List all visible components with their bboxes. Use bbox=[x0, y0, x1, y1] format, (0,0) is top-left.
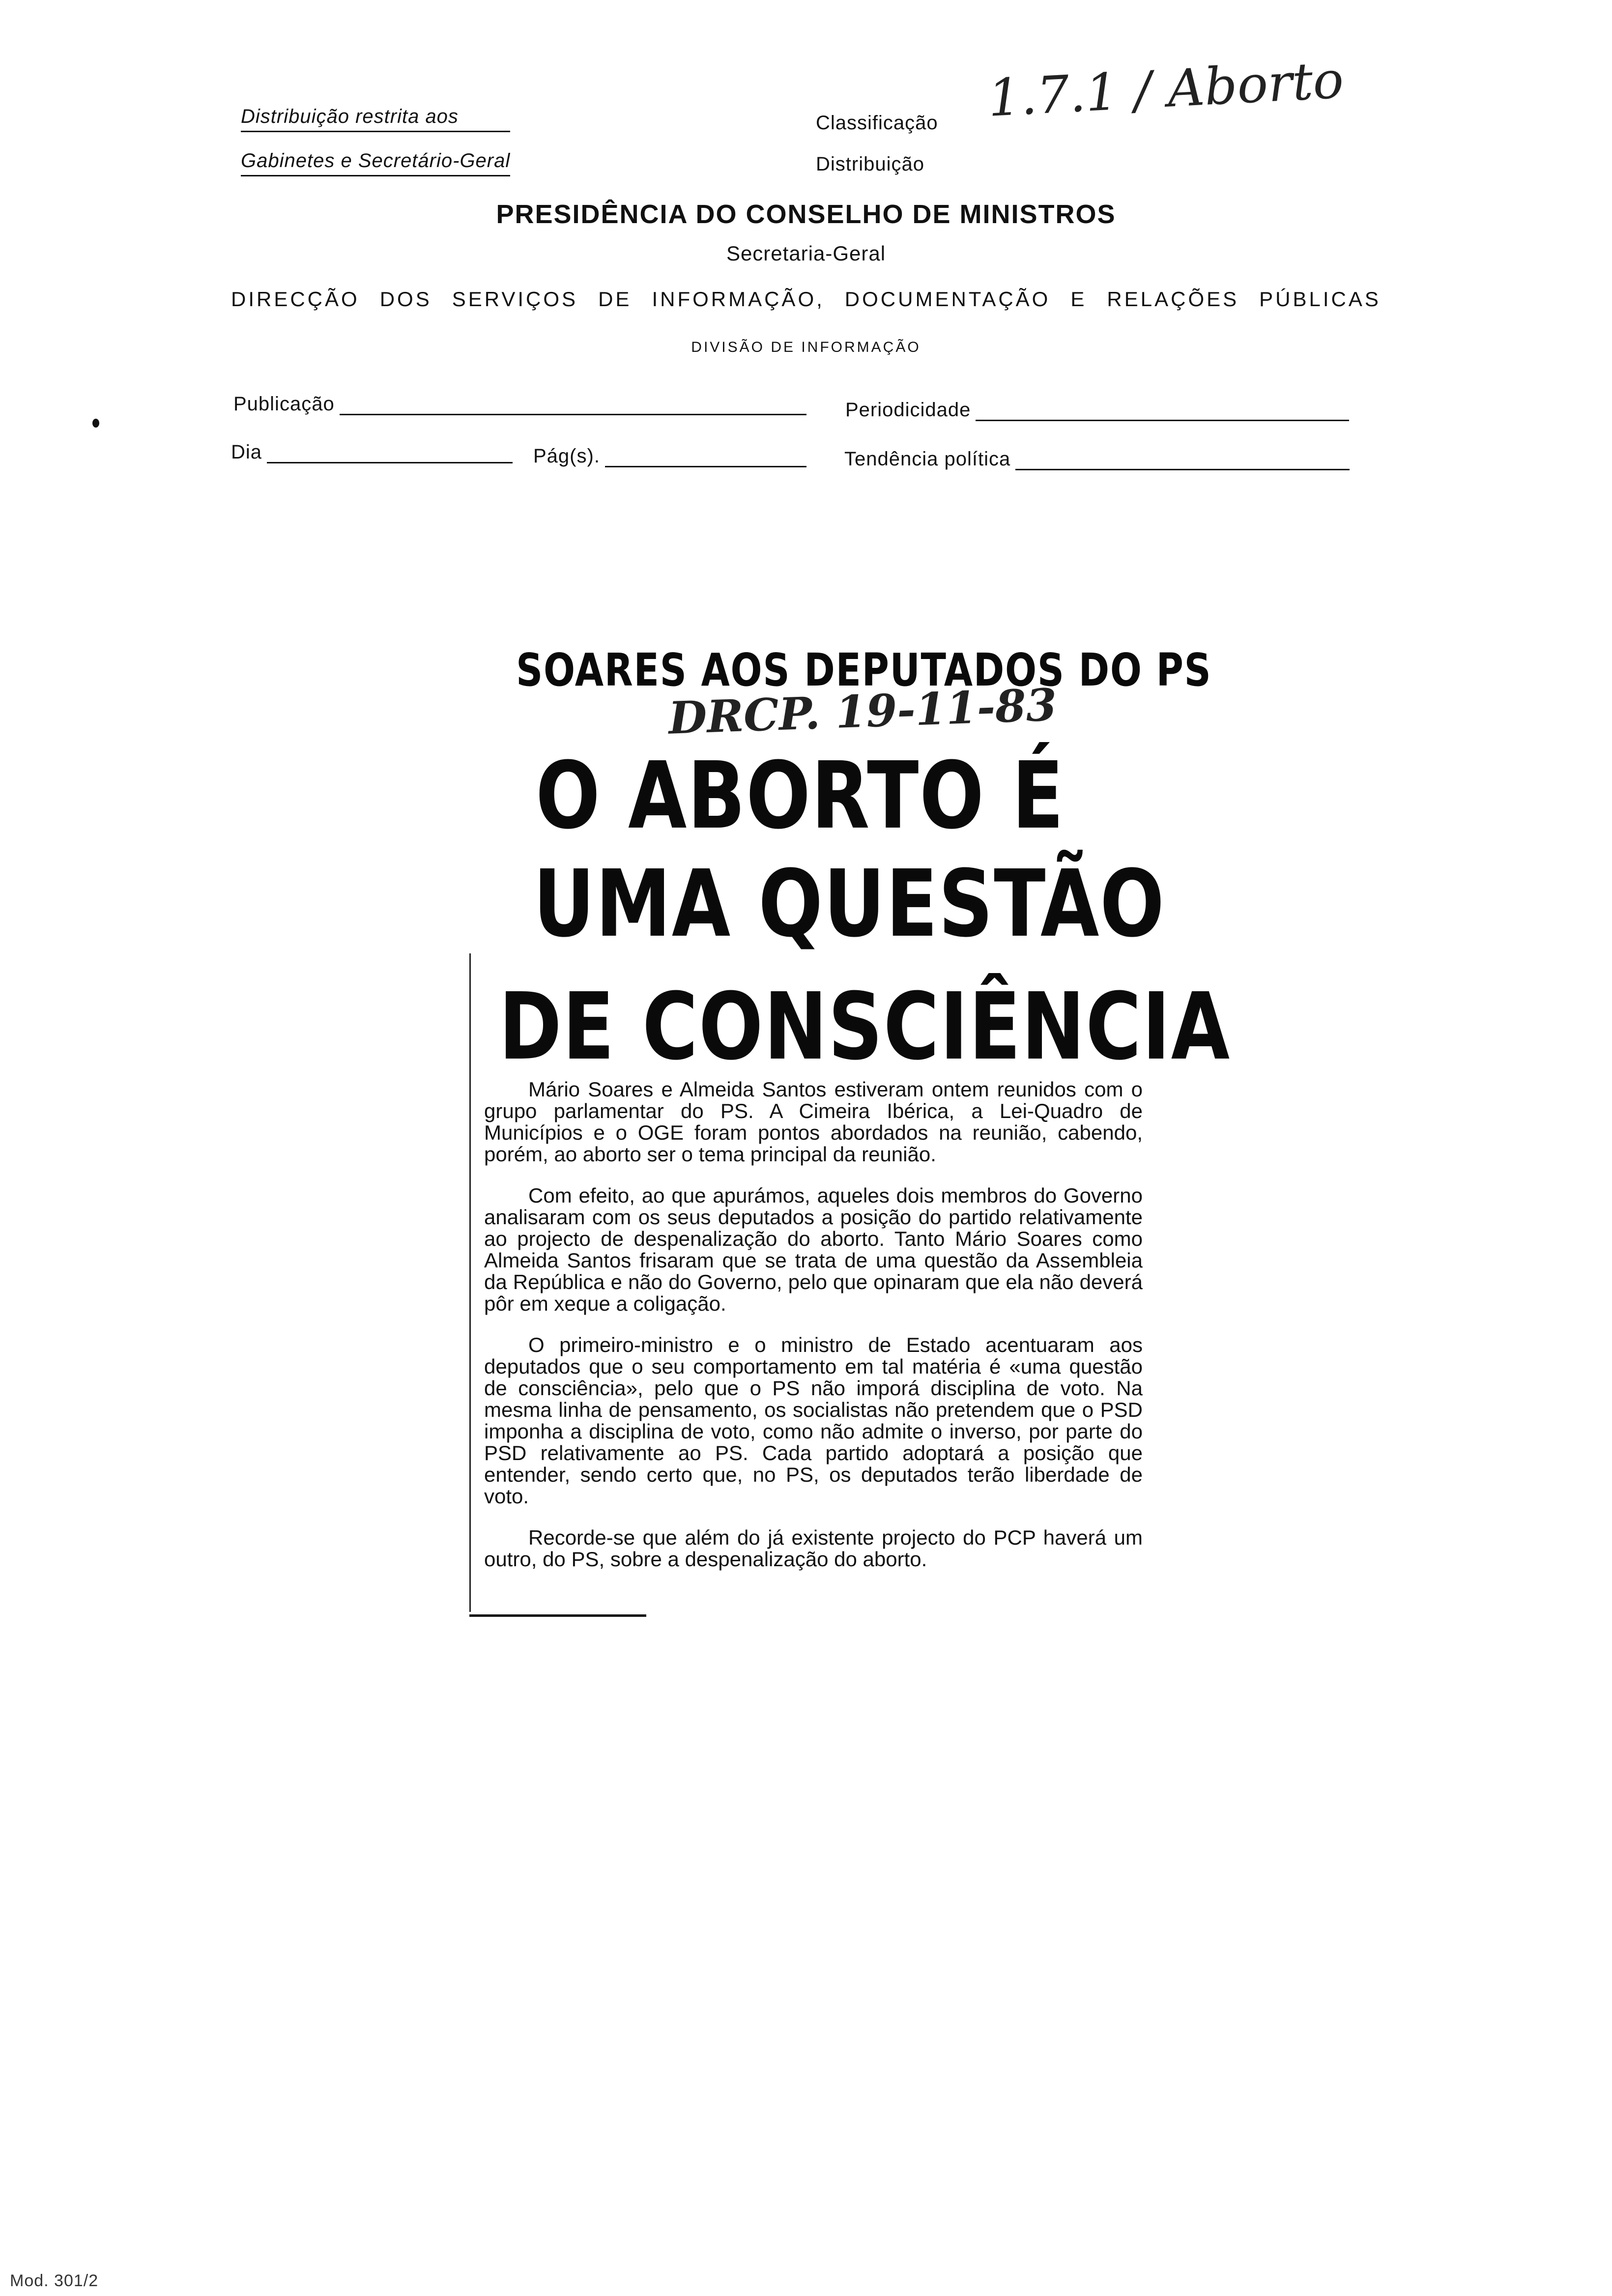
handwritten-note: 1.7.1 / Aborto bbox=[986, 50, 1345, 128]
publication-line bbox=[340, 397, 806, 415]
article-paragraph: Recorde-se que além do já existente projecto do PCP haverá um outro, do PS, sobre a despenalização do aborto. bbox=[484, 1526, 1143, 1571]
form-code: Mod. 301/2 bbox=[10, 2271, 99, 2290]
division-label: DIVISÃO DE INFORMAÇÃO bbox=[691, 339, 921, 355]
periodicity-label: Periodicidade bbox=[845, 399, 971, 421]
political-tendency-field bbox=[844, 448, 1350, 470]
distribution-line-2: Gabinetes e Secretário-Geral bbox=[241, 150, 510, 176]
dept-word: INFORMAÇÃO, bbox=[652, 287, 825, 311]
article-end-rule bbox=[469, 1614, 646, 1617]
article-kicker: SOARES AOS DEPUTADOS DO PS bbox=[516, 644, 1212, 696]
distribution-line-1: Distribuição restrita aos bbox=[241, 106, 510, 132]
day-label: Dia bbox=[231, 441, 262, 463]
classification-label: Classificação bbox=[816, 112, 938, 134]
periodicity-line bbox=[976, 403, 1349, 421]
pages-field bbox=[533, 445, 806, 467]
political-tendency-line bbox=[1015, 452, 1350, 470]
clipping-edge bbox=[469, 953, 471, 1612]
dept-word: PÚBLICAS bbox=[1259, 287, 1381, 311]
pages-label: Pág(s). bbox=[533, 445, 600, 467]
masthead-title: PRESIDÊNCIA DO CONSELHO DE MINISTROS bbox=[496, 200, 1116, 229]
dept-word: DE bbox=[598, 287, 632, 311]
dept-word: DOS bbox=[379, 287, 432, 311]
handwritten-annotation: DRCP. 19-11-83 bbox=[667, 679, 1058, 745]
publication-label: Publicação bbox=[233, 393, 335, 415]
article-body bbox=[484, 1079, 1143, 1590]
article-paragraph: Com efeito, ao que apurámos, aqueles dois membros do Governo analisaram com os seus deputados a posição do partido relativamente ao projecto de despenalização do aborto. Tanto Mário Soares como Almeida Santos frisaram que se trata de uma questão da Assembleia da República e não do Governo, pelo que opinaram que ela não deverá pôr em xeque a coligação. bbox=[484, 1184, 1143, 1315]
margin-dot bbox=[92, 419, 99, 428]
day-line bbox=[267, 445, 513, 463]
day-field bbox=[231, 441, 513, 463]
distribution-notice bbox=[241, 106, 510, 176]
political-tendency-label: Tendência política bbox=[844, 448, 1011, 470]
article-paragraph: Mário Soares e Almeida Santos estiveram ontem reunidos com o grupo parlamentar do PS. A Cimeira Ibérica, a Lei-Quadro de Municípios e o OGE foram pontos abordados na reunião, cabendo, porém, ao aborto ser o tema principal da reunião. bbox=[484, 1078, 1143, 1166]
headline-line-3: DE CONSCIÊNCIA bbox=[499, 973, 1231, 1081]
distribution-label: Distribuição bbox=[816, 153, 924, 175]
department-line bbox=[231, 287, 1381, 311]
dept-word: DIRECÇÃO bbox=[231, 287, 360, 311]
publication-field bbox=[233, 393, 806, 415]
dept-word: SERVIÇOS bbox=[452, 287, 578, 311]
article-paragraph: O primeiro-ministro e o ministro de Estado acentuaram aos deputados que o seu comportamento em tal matéria é «uma questão de consciência», pelo que o PS não imporá disciplina de voto. Na mesma linha de pensamento, os socialistas não pretendem que o PSD imponha a disciplina de voto, como não admite o inverso, por parte do PSD relativamente ao PS. Cada partido adoptará a posição que entender, sendo certo que, no PS, os deputados terão liberdade de voto. bbox=[484, 1333, 1143, 1508]
dept-word: RELAÇÕES bbox=[1107, 287, 1239, 311]
masthead-subtitle: Secretaria-Geral bbox=[726, 242, 886, 265]
dept-word: E bbox=[1070, 287, 1087, 311]
headline-line-1: O ABORTO É bbox=[536, 742, 1065, 850]
headline-line-2: UMA QUESTÃO bbox=[533, 850, 1165, 958]
pages-line bbox=[605, 449, 806, 467]
periodicity-field bbox=[845, 399, 1349, 421]
dept-word: DOCUMENTAÇÃO bbox=[844, 287, 1051, 311]
